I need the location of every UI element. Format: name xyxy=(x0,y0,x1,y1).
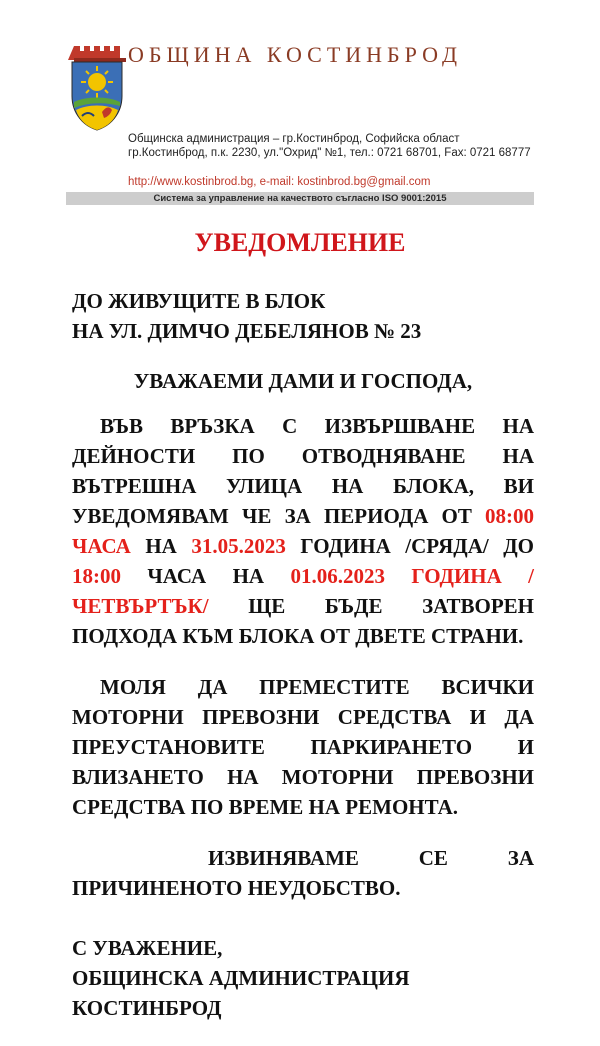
signature-line: ОБЩИНСКА АДМИНИСТРАЦИЯ xyxy=(72,966,410,990)
recipient-block xyxy=(72,286,534,346)
recipient-line: НА УЛ. ДИМЧО ДЕБЕЛЯНОВ № 23 xyxy=(72,319,422,343)
paragraph-text: ЧАСА НА xyxy=(121,564,291,588)
web-email-link[interactable]: http://www.kostinbrod.bg, e-mail: kostinbrod.bg@gmail.com xyxy=(128,176,431,188)
notice-title: УВЕДОМЛЕНИЕ xyxy=(194,228,406,257)
end-time: 18:00 xyxy=(72,564,121,588)
signature-block xyxy=(72,933,534,1023)
recipient-line: ДО ЖИВУЩИТЕ В БЛОК xyxy=(72,289,326,313)
notice-paragraph-vehicles: МОЛЯ ДА ПРЕМЕСТИТЕ ВСИЧКИ МОТОРНИ ПРЕВОЗНИ СРЕДСТВА И ДА ПРЕУСТАНОВИТЕ ПАРКИРАНЕТО И ВЛИЗАНЕТО НА МОТОРНИ ПРЕВОЗНИ СРЕДСТВА ПО ВРЕМЕ НА РЕМОНТА. xyxy=(72,675,534,819)
signature-line: С УВАЖЕНИЕ, xyxy=(72,936,223,960)
start-date: 31.05.2023 xyxy=(191,534,286,558)
paragraph-text: НА xyxy=(130,534,192,558)
paragraph-text: ЩЕ БЪДЕ ЗАТВОРЕН ПОДХОДА КЪМ БЛОКА ОТ ДВЕТЕ СТРАНИ. xyxy=(72,594,534,648)
address-contact-info: Общинска администрация – гр.Костинброд, Софийска област гр.Костинброд, п.к. 2230, ул."Охрид" №1, тел.: 0721 68701, Fax: 0721 68777 xyxy=(128,133,531,159)
municipality-crest-logo xyxy=(68,42,126,132)
notice-paragraph-closure xyxy=(72,411,534,651)
end-day: ГОДИНА /ЧЕТВЪРТЪК/ xyxy=(72,564,535,618)
paragraph-text: ГОДИНА /СРЯДА/ ДО xyxy=(285,534,534,558)
greeting: УВАЖАЕМИ ДАМИ И ГОСПОДА, xyxy=(133,369,473,393)
paragraph-text: ВЪВ ВРЪЗКА С ИЗВЪРШВАНЕ НА ДЕЙНОСТИ ПО ОТВОДНЯВАНЕ НА ВЪТРЕШНА УЛИЦА НА БЛОКА, ВИ УВЕДОМЯВАМ ЧЕ ЗА ПЕРИОДА ОТ xyxy=(72,414,534,528)
signature-line: КОСТИНБРОД xyxy=(72,996,222,1020)
letterhead xyxy=(0,0,600,210)
end-date: 01.06.2023 xyxy=(290,564,385,588)
iso-certification-bar: Система за управление на качеството съгласно ISO 9001:2015 xyxy=(66,192,534,205)
start-time: 08:00 ЧАСА xyxy=(72,504,534,558)
municipality-name: ОБЩИНА КОСТИНБРОД xyxy=(128,42,462,67)
apology-text: ИЗВИНЯВАМЕ СЕ ЗА ПРИЧИНЕНОТО НЕУДОБСТВО. xyxy=(72,846,534,900)
paragraph-text xyxy=(385,564,411,588)
